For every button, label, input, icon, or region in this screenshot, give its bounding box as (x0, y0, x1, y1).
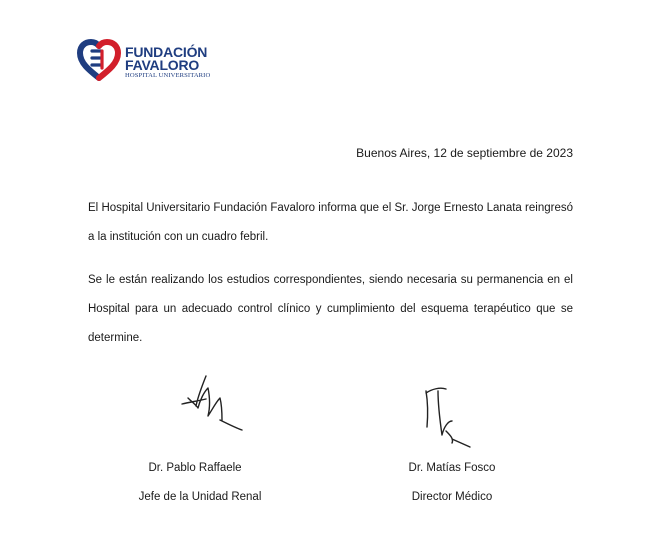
letter-paragraph-1: El Hospital Universitario Fundación Favaloro informa que el Sr. Jorge Ernesto Lanata reingresó a la institución con un cuadro febril. (88, 202, 573, 243)
signer-2-title: Director Médico (411, 491, 493, 503)
heart-logo-icon (76, 37, 122, 83)
signer-1-name: Dr. Pablo Raffaele (148, 462, 242, 474)
handwritten-signature-icon (418, 381, 474, 451)
logo-name-line1: FUNDACIÓN (125, 44, 208, 60)
letter-date: Buenos Aires, 12 de septiembre de 2023 (356, 146, 573, 160)
signer-1-title: Jefe de la Unidad Renal (138, 491, 262, 503)
logo-name-line2: FAVALORO (125, 57, 200, 73)
logo-subtitle: HOSPITAL UNIVERSITARIO (125, 72, 211, 79)
institution-logo (76, 37, 226, 87)
letter-paragraph-2: Se le están realizando los estudios correspondientes, siendo necesaria su permanencia en el Hospital para un adecuado control clínico y cumplimiento del esquema terapéutico que se determine. (88, 274, 573, 344)
handwritten-signature-icon (176, 370, 246, 432)
signer-2-name: Dr. Matías Fosco (408, 462, 496, 474)
logo-text (125, 46, 210, 80)
